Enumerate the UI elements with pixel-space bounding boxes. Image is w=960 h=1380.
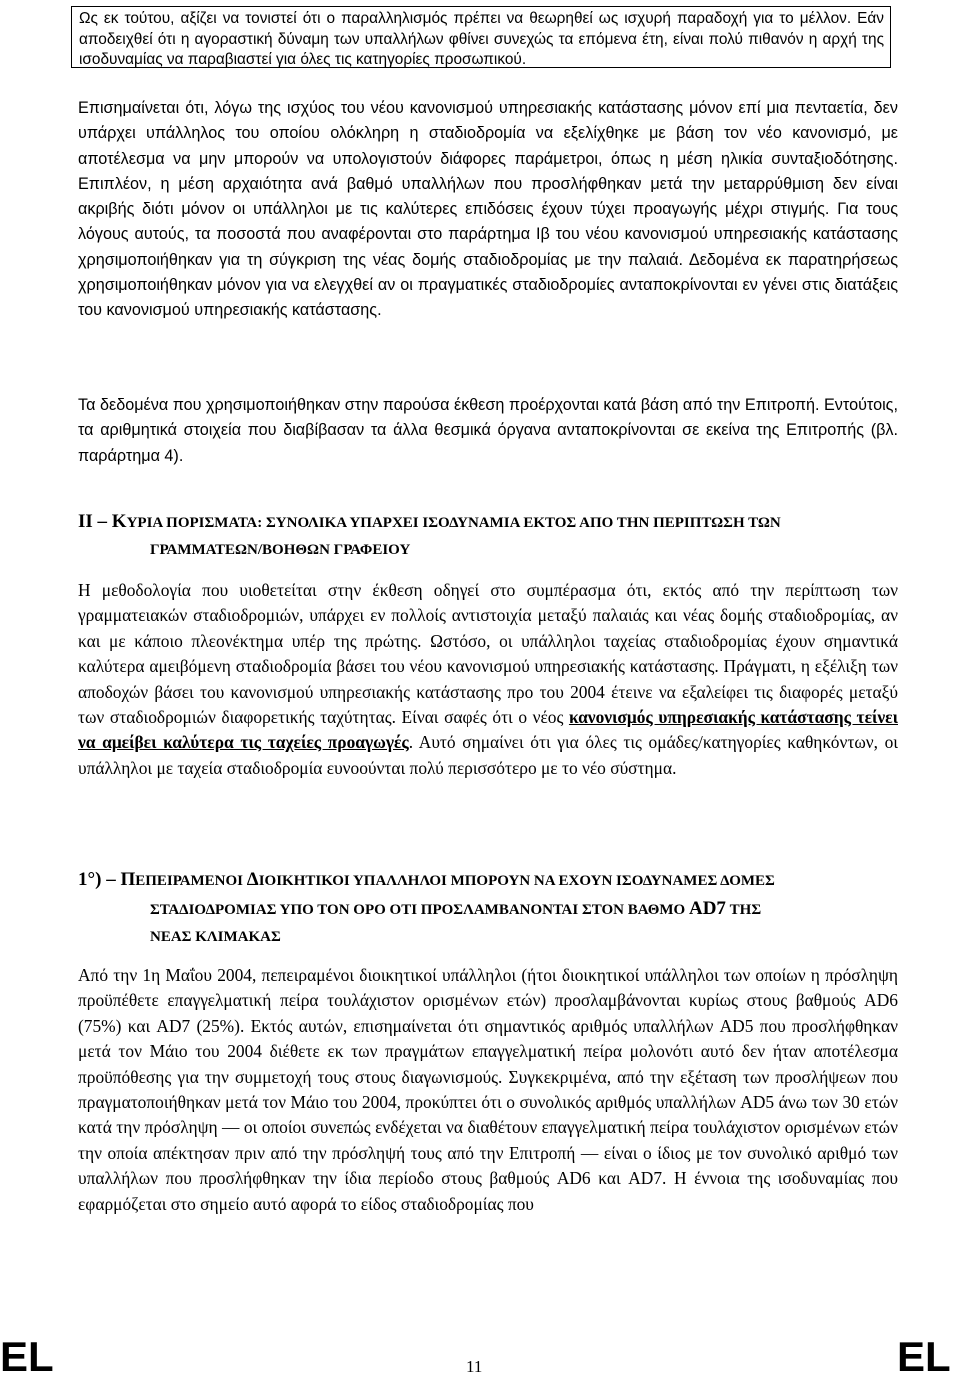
paragraph-3-bold-conclusion: κανονισμός υπηρεσιακής κατάστασης τείνει να αμείβει καλύτερα τις ταχείες προαγωγές bbox=[78, 707, 898, 753]
section-ii-heading-line1 bbox=[78, 508, 898, 537]
section-1-title-part-4: ΤΗΣ bbox=[725, 902, 762, 918]
footer-left-language-label: EL bbox=[0, 1333, 54, 1380]
boxed-note bbox=[71, 6, 891, 68]
section-ii-heading bbox=[78, 508, 898, 564]
section-ii-separator: – bbox=[92, 511, 112, 532]
section-1-heading-line2 bbox=[78, 895, 898, 924]
paragraph-1: Επισημαίνεται ότι, λόγω της ισχύος του νέου κανονισμού υπηρεσιακής κατάστασης μόνον επί μια πενταετία, δεν υπάρχει υπάλληλος του οποίου ολόκληρη η σταδιοδρομία να εξελίχθηκε με βάση τον νέο κανονισμό, με αποτέλεσμα να μην μπορούν να υπολογιστούν διάφορες παράμετροι, όπως η μέση ηλικία συνταξιοδότησης. Επιπλέον, η μέση αρχαιότητα ανά βαθμό υπαλλήλων που προσλήφθηκαν μετά την μεταρρύθμιση δεν είναι ακριβής διότι μόνον οι υπάλληλοι με τις καλύτερες επιδόσεις έχουν τύχει προαγωγής μέχρι στιγμής. Για τους λόγους αυτούς, τα ποσοστά που αναφέρονται στο παράρτημα Ιβ του νέου κανονισμού υπηρεσιακής κατάστασης χρησιμοποιήθηκαν για τη σύγκριση της νέας δομής σταδιοδρομίας με την παλαιά. Δεδομένα εκ παρατηρήσεως χρησιμοποιήθηκαν μόνον για να ελεγχθεί αν οι πραγματικές σταδιοδρομίες ανταποκρίνονται εν γένει στις διατάξεις του κανονισμού υπηρεσιακής κατάστασης. bbox=[78, 99, 898, 320]
section-1-initial-1: Π bbox=[120, 869, 136, 890]
page-number: 11 bbox=[466, 1357, 483, 1376]
footer-right-language-label: EL bbox=[897, 1333, 951, 1380]
section-1-grade-ad7: AD7 bbox=[688, 898, 726, 919]
paragraph-2: Τα δεδομένα που χρησιμοποιήθηκαν στην παρούσα έκθεση προέρχονται κατά βάση από την Επιτροπή. Εντούτοις, τα αριθμητικά στοιχεία που διαβίβασαν τα άλλα θεσμικά όργανα ανταποκρίνονται σε εκείνα της Επιτροπής (βλ. παράρτημα 4). bbox=[78, 396, 898, 465]
section-1-separator: – bbox=[101, 869, 121, 890]
section-ii-initial: Κ bbox=[111, 511, 127, 532]
paragraph-3-text-before-bold: Η μεθοδολογία που υιοθετείται στην έκθεση οδηγεί στο συμπέρασμα ότι, εκτός από την περίπτωση των γραμματειακών σταδιοδρομιών, υπάρχει εν πολλοίς αντιστοιχία μεταξύ παλαιάς και νέας δομής σταδιοδρομίας, αν και με κάποιο πλεονέκτημα υπέρ της πρώτης. Ωστόσο, οι υπάλληλοι ταχείας σταδιοδρομίας έχουν σημαντικά καλύτερα αμειβόμενη σταδιοδρομία βάσει του νέου κανονισμού υπηρεσιακής κατάστασης. Πράγματι, η εξέλιξη των αποδοχών βάσει του κανονισμού υπηρεσιακής κατάστασης προ του 2004 έτεινε να εξαλείφει τις διαφορές μεταξύ των σταδιοδρομιών διαφορετικής ταχύτητας. Είναι σαφές ότι ο νέος bbox=[78, 580, 898, 728]
section-1-title-part-1: ΕΠΕΙΡΑΜΕΝΟΙ bbox=[135, 873, 247, 889]
section-ii-title-rest: ΥΡΙΑ ΠΟΡΙΣΜΑΤΑ: ΣΥΝΟΛΙΚΑ ΥΠΑΡΧΕΙ ΙΣΟΔΥΝΑΜΙΑ ΕΚΤΟΣ ΑΠΟ ΤΗΝ ΠΕΡΙΠΤΩΣΗ ΤΩΝ bbox=[126, 515, 781, 531]
section-1-heading-line1 bbox=[78, 866, 898, 895]
section-1-initial-2: Δ bbox=[246, 869, 259, 890]
section-ii-number: II bbox=[78, 511, 93, 532]
paragraph-4: Από την 1η Μαΐου 2004, πεπειραμένοι διοικητικοί υπάλληλοι (ήτοι διοικητικοί υπάλληλοι των οποίων η πρόσληψη προϋπέθετε επαγγελματική πείρα τουλάχιστον ορισμένων ετών) προσλαμβάνονται κυρίως στους βαθμούς AD6 (75%) και AD7 (25%). Εκτός αυτών, επισημαίνεται ότι σημαντικός αριθμός υπαλλήλων AD5 που προσλήφθηκαν μετά τον Μάιο του 2004 διέθετε εκ των πραγμάτων επαγγελματική πείρα μολονότι αυτό δεν ήταν αποτέλεσμα προϋπόθεσης για την συμμετοχή τους στους διαγωνισμούς. Συγκεκριμένα, από την εξέταση των προσλήψεων που πραγματοποιήθηκαν μετά τον Μάιο του 2004, προκύπτει ότι ο συνολικός αριθμός υπαλλήλων AD5 άνω των 30 ετών κατά την πρόσληψη — οι οποίοι συνεπώς ενδέχεται να διαθέτουν επαγγελματική πείρα τουλάχιστον ορισμένων ετών την οποία απέκτησαν πριν από την πρόσληψή τους από την Επιτροπή — είναι ο ίδιος με τον συνολικό αριθμό των υπαλλήλων που προσλήφθηκαν την ίδια περίοδο στους βαθμούς AD6 και AD7. Η έννοια της ισοδυναμίας που εφαρμόζεται στο σημείο αυτό αφορά το είδος σταδιοδρομίας που bbox=[78, 965, 898, 1214]
paragraph-3-text-after-bold: . Αυτό σημαίνει ότι για όλες τις ομάδες/κατηγορίες καθηκόντων, οι υπάλληλοι με ταχεία σταδιοδρομία ευνοούνται πολύ περισσότερο με το νέο σύστημα. bbox=[78, 732, 898, 778]
boxed-note-text: Ως εκ τούτου, αξίζει να τονιστεί ότι ο παραλληλισμός πρέπει να θεωρηθεί ως ισχυρή παραδοχή για το μέλλον. Εάν αποδειχθεί ότι η αγοραστική δύναμη των υπαλλήλων φθίνει συνεχώς τα επόμενα έτη, είναι πολύ πιθανόν η αρχή της ισοδυναμίας να παραβιαστεί για όλες τις κατηγορίες προσωπικού. bbox=[79, 10, 884, 68]
section-1-title-part-3: ΣΤΑΔΙΟΔΡΟΜΙΑΣ ΥΠΟ ΤΟΝ ΟΡΟ ΟΤΙ ΠΡΟΣΛΑΜΒΑΝΟΝΤΑΙ ΣΤΟΝ ΒΑΘΜΟ bbox=[150, 902, 689, 918]
section-1-heading bbox=[78, 866, 898, 951]
section-1-number: 1°) bbox=[78, 869, 102, 890]
section-1-heading-line3: ΝΕΑΣ ΚΛΙΜΑΚΑΣ bbox=[150, 929, 281, 945]
paragraph-3 bbox=[78, 578, 898, 781]
section-1-title-part-2: ΙΟΙΚΗΤΙΚΟΙ ΥΠΑΛΛΗΛΟΙ ΜΠΟΡΟΥΝ ΝΑ ΕΧΟΥΝ ΙΣΟΔΥΝΑΜΕΣ ΔΟΜΕΣ bbox=[258, 873, 775, 889]
section-ii-heading-line2: ΓΡΑΜΜΑΤΕΩΝ/ΒΟΗΘΩΝ ΓΡΑΦΕΙΟΥ bbox=[150, 542, 411, 558]
